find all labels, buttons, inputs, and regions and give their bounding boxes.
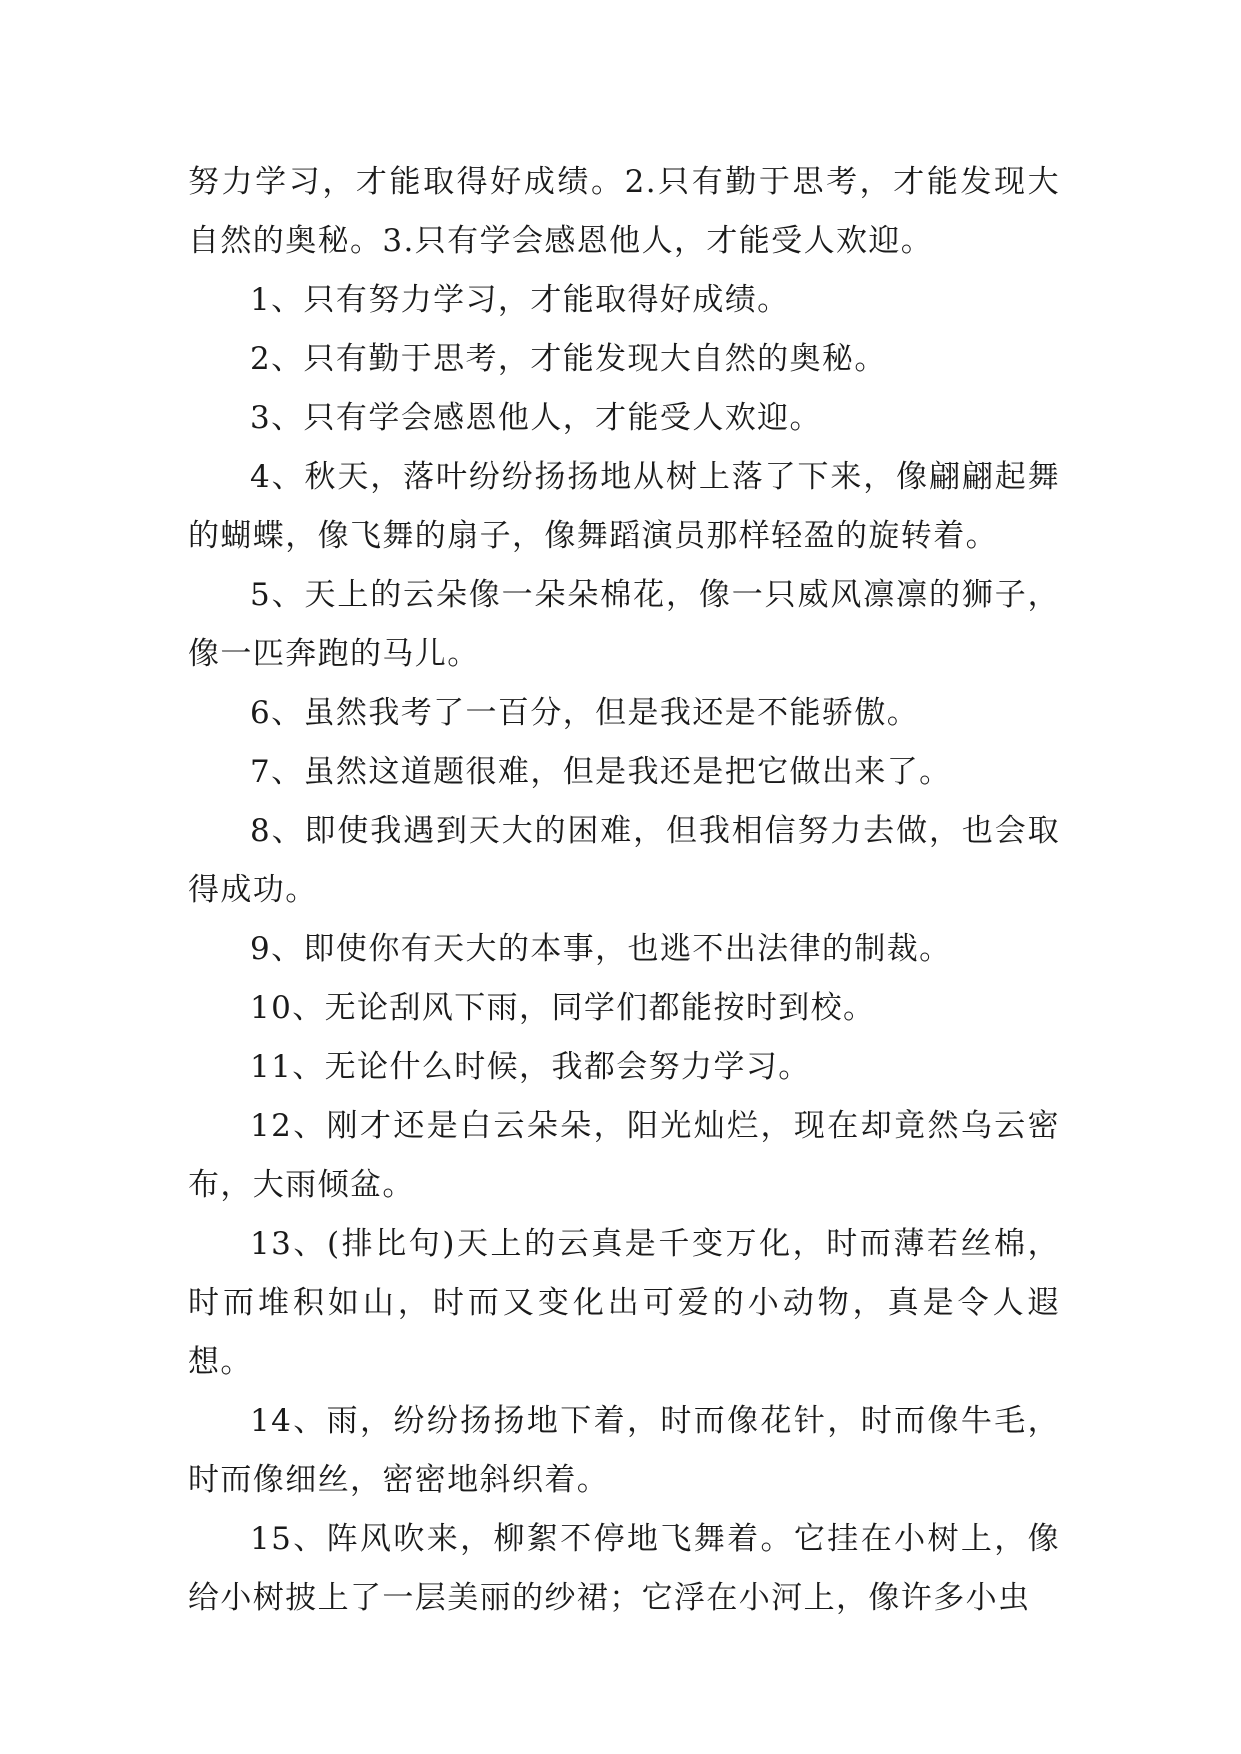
paragraph-item-8: 8、即使我遇到天大的困难，但我相信努力去做，也会取得成功。 xyxy=(188,813,1060,908)
paragraph-item-9: 9、即使你有天大的本事，也逃不出法律的制裁。 xyxy=(250,931,952,967)
paragraph-item-11: 11、无论什么时候，我都会努力学习。 xyxy=(250,1049,811,1085)
paragraph-item-3: 3、只有学会感恩他人，才能受人欢迎。 xyxy=(250,400,822,436)
paragraph-item-10: 10、无论刮风下雨，同学们都能按时到校。 xyxy=(250,990,876,1026)
paragraph-item-5: 5、天上的云朵像一朵朵棉花，像一只威风凛凛的狮子，像一匹奔跑的马儿。 xyxy=(188,577,1060,672)
paragraph-continued: 努力学习，才能取得好成绩。2.只有勤于思考，才能发现大自然的奥秘。3.只有学会感恩他人，才能受人欢迎。 xyxy=(188,164,1060,259)
paragraph-item-1: 1、只有努力学习，才能取得好成绩。 xyxy=(250,282,790,318)
paragraph-item-2: 2、只有勤于思考，才能发现大自然的奥秘。 xyxy=(250,341,887,377)
paragraph-item-14: 14、雨，纷纷扬扬地下着，时而像花针，时而像牛毛，时而像细丝，密密地斜织着。 xyxy=(188,1403,1060,1498)
paragraph-item-4: 4、秋天，落叶纷纷扬扬地从树上落了下来，像翩翩起舞的蝴蝶，像飞舞的扇子，像舞蹈演员那样轻盈的旋转着。 xyxy=(188,459,1060,554)
paragraph-item-15: 15、阵风吹来，柳絮不停地飞舞着。它挂在小树上，像给小树披上了一层美丽的纱裙；它浮在小河上，像许多小虫 xyxy=(188,1521,1060,1616)
paragraph-item-12: 12、刚才还是白云朵朵，阳光灿烂，现在却竟然乌云密布，大雨倾盆。 xyxy=(188,1108,1060,1203)
paragraph-item-6: 6、虽然我考了一百分，但是我还是不能骄傲。 xyxy=(250,695,920,731)
document-body xyxy=(188,153,1060,1628)
paragraph-item-7: 7、虽然这道题很难，但是我还是把它做出来了。 xyxy=(250,754,952,790)
paragraph-item-13: 13、(排比句)天上的云真是千变万化，时而薄若丝棉，时而堆积如山，时而又变化出可爱的小动物，真是令人遐想。 xyxy=(188,1226,1060,1380)
